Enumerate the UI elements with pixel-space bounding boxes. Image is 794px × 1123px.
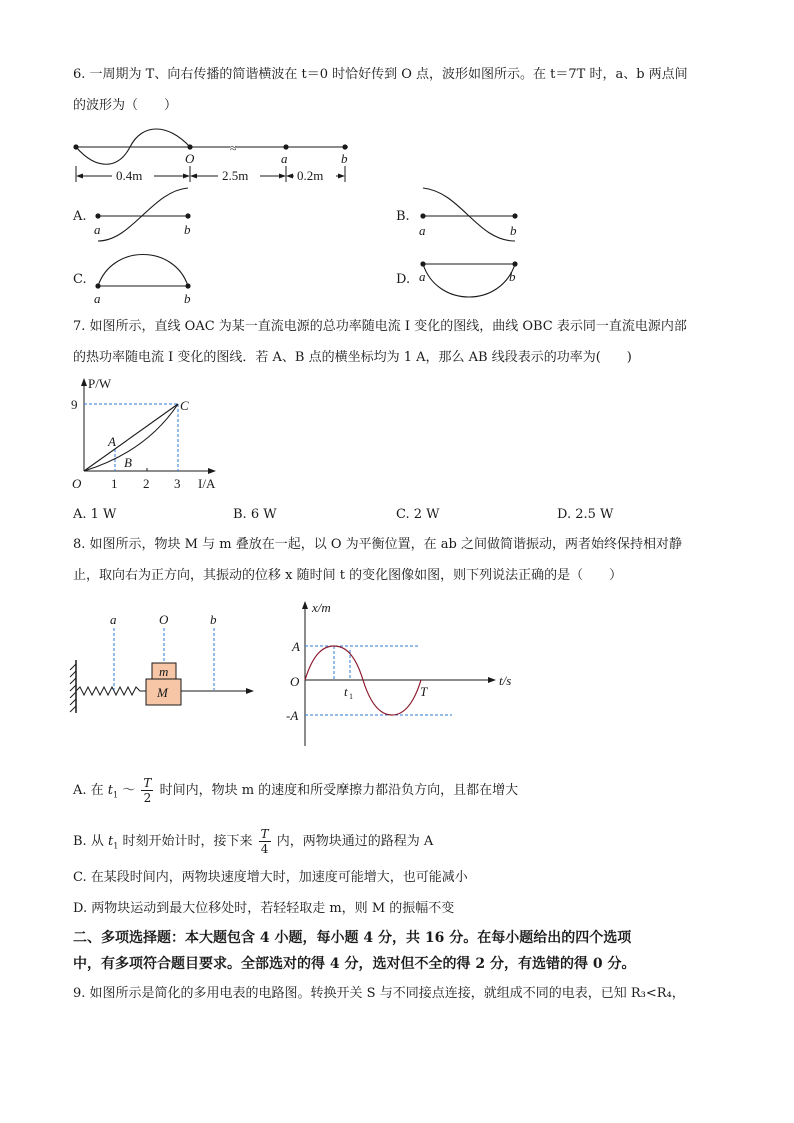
q7-stem-line1: 7. 如图所示，直线 OAC 为某一直流电源的总功率随电流 I 变化的图线，曲线 OBC 表示同一直流电源内部 [73, 319, 687, 334]
q6-option-c-label-a: a [94, 291, 101, 306]
q8-oscillator-setup [68, 610, 268, 720]
q7-ylabel: P/W [88, 376, 112, 391]
q7-ytick-9: 9 [71, 397, 78, 412]
q6-label-b: b [341, 151, 348, 166]
q8-graph-ylabel: x/m [312, 600, 331, 615]
q6-label-O: O [185, 151, 195, 166]
q8-graph-label-T: T [420, 684, 428, 699]
q6-option-d-label-a: a [419, 269, 426, 284]
q8-option-a-fraction [141, 776, 153, 805]
q6-option-c-letter: C. [73, 272, 87, 287]
q9-stem-line1: 9. 如图所示是简化的多用电表的电路图。转换开关 S 与不同接点连接，就组成不同的电表，已知 R₃<R₄， [73, 986, 685, 1001]
q6-option-c-figure[interactable] [92, 248, 202, 308]
q8-option-b-fraction [259, 827, 271, 856]
q8-option-c[interactable]: C. 在某段时间内，两物块速度增大时，加速度可能增大，也可能减小 [73, 870, 468, 885]
q7-label-B: B [124, 455, 132, 470]
q8-option-a-fraction-den: 2 [143, 791, 152, 805]
q7-xtick-2: 2 [143, 476, 150, 491]
q7-xtick-3: 3 [174, 476, 181, 491]
q6-option-c-label-b: b [184, 291, 191, 306]
q8-setup-label-O: O [159, 612, 169, 627]
q8-setup-label-m: m [159, 664, 169, 679]
q8-option-a-prefix: A. 在 [73, 783, 104, 798]
svg-text:≈: ≈ [230, 141, 237, 155]
q6-label-a: a [281, 151, 288, 166]
q8-stem-line1: 8. 如图所示，物块 M 与 m 叠放在一起，以 O 为平衡位置，在 ab 之间做简谐振动，两者始终保持相对静 [73, 537, 682, 552]
q7-label-A: A [108, 434, 116, 449]
q7-option-b[interactable]: B. 6 W [233, 507, 277, 522]
q6-option-a-label-b: b [184, 222, 191, 237]
q6-option-d-label-b: b [509, 269, 516, 284]
q6-dim-2: 2.5m [222, 168, 249, 183]
q8-option-b-prefix: B. 从 [73, 834, 104, 849]
q6-option-b-letter: B. [396, 209, 410, 224]
q7-option-c[interactable]: C. 2 W [396, 507, 440, 522]
q7-stem-line2: 的热功率随电流 I 变化的图线．若 A、B 点的横坐标均为 1 A，那么 AB 线段表示的功率为( ) [73, 350, 632, 365]
q6-option-b-label-b: b [510, 223, 517, 238]
q7-origin: O [72, 476, 82, 491]
q8-graph-origin: O [290, 674, 300, 689]
q8-option-b-t: t [107, 834, 114, 849]
q8-option-b-suffix: 内，两物块通过的路程为 A [276, 834, 434, 849]
q8-graph-label-A: A [292, 639, 300, 654]
q8-option-a-sub: 1 [113, 790, 119, 800]
q6-option-b-label-a: a [419, 223, 426, 238]
q7-xtick-1: 1 [111, 476, 118, 491]
q8-option-a-fraction-num: T [143, 776, 152, 790]
q8-option-a-t: t [107, 783, 114, 798]
q7-option-d[interactable]: D. 2.5 W [557, 507, 614, 522]
q6-stem-line1: 6. 一周期为 T、向右传播的简谐横波在 t＝0 时恰好传到 O 点，波形如图所示。在 t＝7T 时，a、b 两点间 [73, 67, 688, 82]
q8-graph-xlabel: t/s [499, 673, 512, 688]
q8-graph-label-t1-sub: 1 [349, 692, 353, 701]
q6-option-a-figure[interactable] [92, 186, 202, 246]
q8-graph-label-negA: -A [286, 708, 299, 723]
q8-option-b[interactable] [73, 823, 433, 861]
q6-wave-figure [68, 118, 368, 188]
q8-displacement-graph [282, 598, 522, 750]
q8-option-a[interactable] [73, 772, 518, 810]
q7-power-graph [68, 376, 228, 494]
q8-option-b-mid: 时刻开始计时，接下来 [122, 834, 253, 849]
section2-heading-line1: 二、多项选择题：本大题包含 4 小题，每小题 4 分，共 16 分。在每小题给出的四个选项 [73, 930, 632, 946]
q6-option-d-figure[interactable] [415, 252, 525, 302]
q8-option-d[interactable]: D. 两物块运动到最大位移处时，若轻轻取走 m，则 M 的振幅不变 [73, 901, 455, 916]
q8-graph-label-t1: t [344, 684, 348, 699]
q8-setup-label-a: a [110, 612, 117, 627]
q6-option-a-label-a: a [94, 222, 101, 237]
q8-setup-label-b: b [210, 612, 217, 627]
q6-stem-line2: 的波形为（ ） [73, 98, 178, 113]
q6-dim-3: 0.2m [297, 168, 324, 183]
q8-stem-line2: 止，取向右为正方向，其振动的位移 x 随时间 t 的变化图像如图，则下列说法正确的是（ ） [73, 568, 623, 583]
q8-option-b-sub: 1 [113, 841, 119, 851]
q6-option-b-figure[interactable] [415, 186, 525, 246]
q7-xlabel: I/A [198, 476, 216, 491]
q8-option-b-fraction-num: T [260, 827, 269, 841]
q6-dim-1: 0.4m [116, 168, 143, 183]
q7-label-C: C [180, 398, 189, 413]
q6-option-a-letter: A. [73, 209, 87, 224]
q8-setup-label-M: M [157, 685, 168, 700]
q7-option-a[interactable]: A. 1 W [73, 507, 117, 522]
q8-option-b-fraction-den: 4 [260, 842, 269, 856]
q6-option-d-letter: D. [396, 272, 411, 287]
q8-option-a-suffix: 时间内，物块 m 的速度和所受摩擦力都沿负方向，且都在增大 [159, 783, 519, 798]
section2-heading-line2: 中，有多项符合题目要求。全部选对的得 4 分，选对但不全的得 2 分，有选错的得 0 分。 [73, 956, 636, 972]
q8-option-a-tilde: ～ [122, 783, 136, 798]
